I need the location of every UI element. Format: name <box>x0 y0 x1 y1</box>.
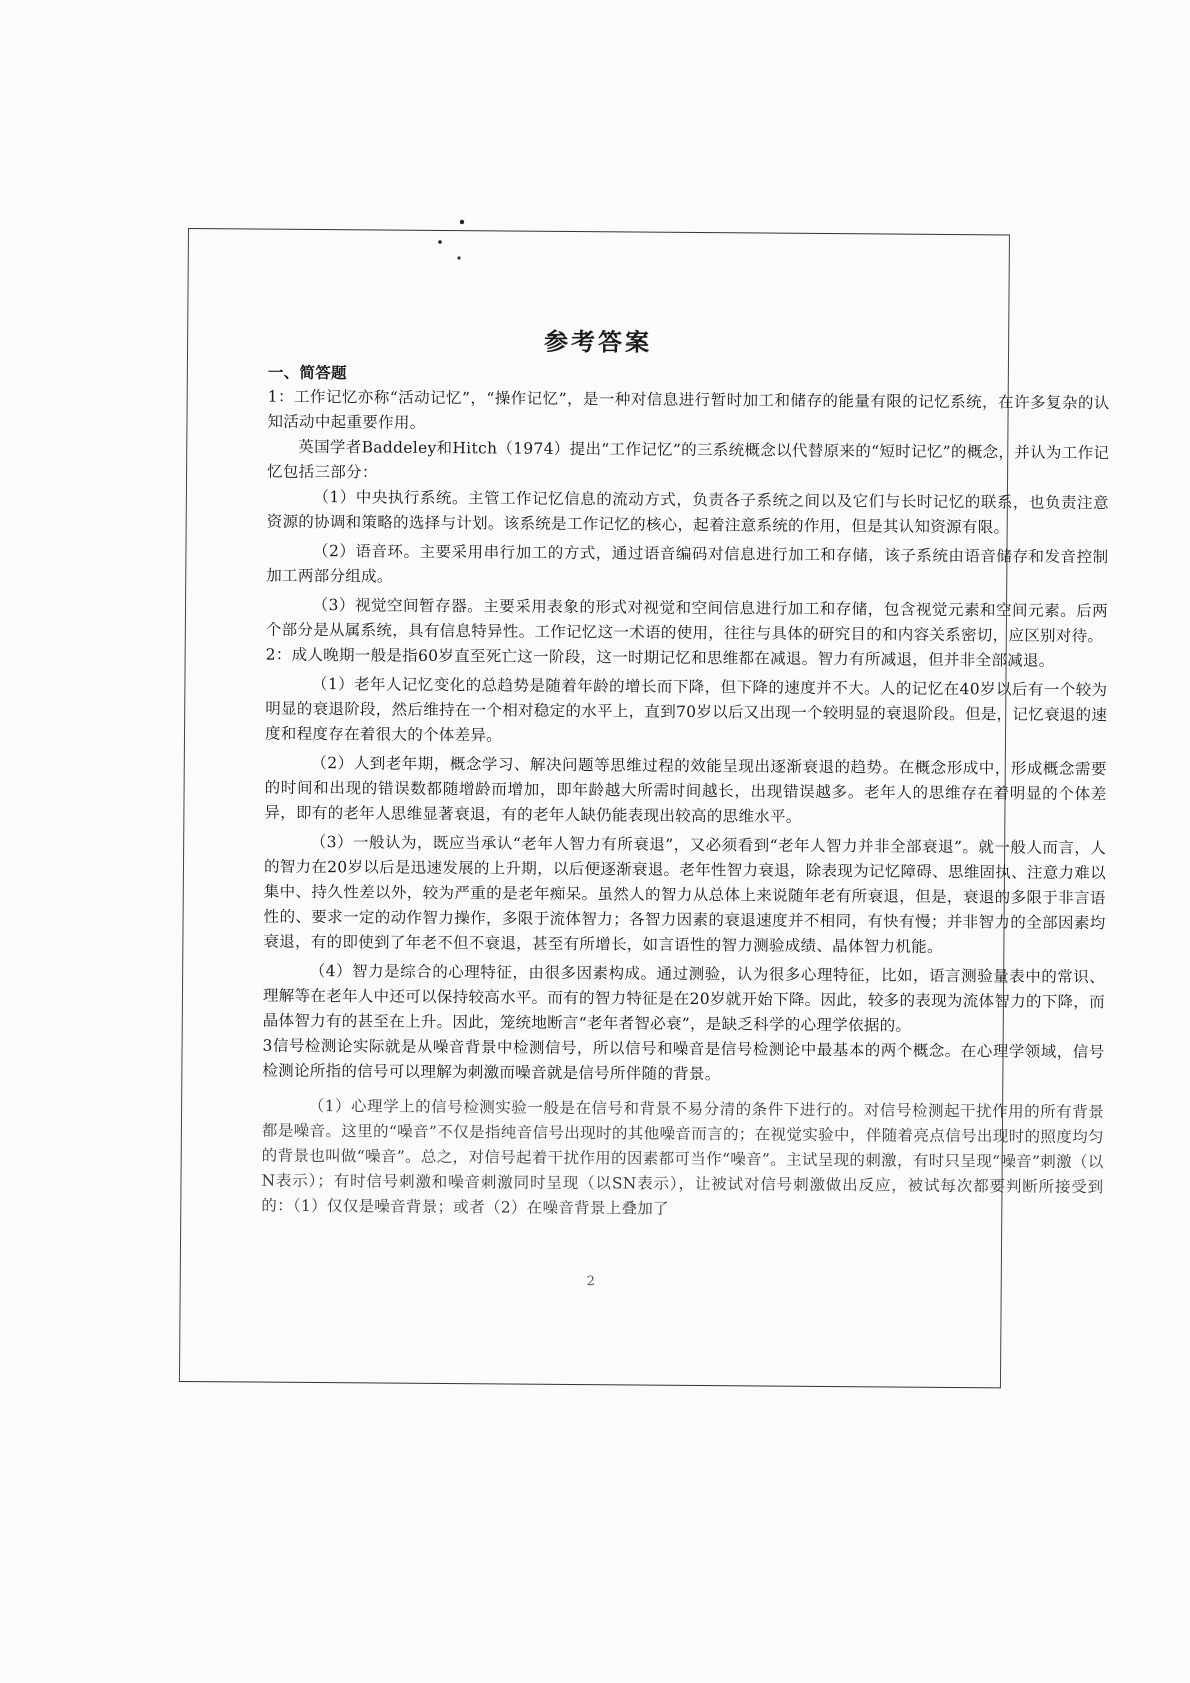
answer-3-point-1: （1）心理学上的信号检测实验一般是在信号和背景不易分清的条件下进行的。对信号检测起干扰作用的所有背景都是噪音。这里的“噪音”不仅是指纯音信号出现时的其他噪音而言的；在视觉实验中，伴随着亮点信号出现时的照度均匀的背景也叫做“噪音”。总之，对信号起着干扰作用的因素都可当作“噪音”。主试呈现的刺激，有时只呈现“噪音”刺激（以N表示）；有时信号刺激和噪音刺激同时呈现（以SN表示），让被试对信号刺激做出反应，被试每次都要判断所接受到的：（1）仅仅是噪音背景；或者（2）在噪音背景上叠加了 <box>261 1096 1105 1218</box>
section-heading: 一、简答题 <box>267 362 347 383</box>
answer-2-point-3: （3）一般认为，既应当承认“老年人智力有所衰退”，又必须看到“老年人智力并非全部衰退”。就一般人而言，人的智力在20岁以后是迅速发展的上升期，以后便逐渐衰退。老年性智力衰退，除表现为记忆障碍、思维固执、注意力难以集中、持久性差以外，较为严重的是老年痴呆。虽然人的智力从总体上来说随年老有所衰退，但是，衰退的多限于非言语性的、要求一定的动作智力操作，多限于流体智力；各智力因素的衰退速度并不相同，有快有慢；并非智力的全部因素均衰退，有的即使到了年老不但不衰退，甚至有所增长，如言语性的智力测验成绩、晶体智力机能。 <box>263 832 1107 956</box>
answer-body <box>261 318 1110 1226</box>
answer-1-intro: 1：工作记忆亦称“活动记忆”，“操作记忆”，是一种对信息进行暂时加工和储存的能量有限的记忆系统，在许多复杂的认知活动中起重要作用。 <box>267 387 1110 432</box>
answer-sheet <box>179 228 1110 1388</box>
answer-1-model: 英国学者Baddeley和Hitch（1974）提出“工作记忆”的三系统概念以代替原来的“短时记忆”的概念，并认为工作记忆包括三部分： <box>267 437 1110 482</box>
page-number: 2 <box>586 1274 595 1290</box>
answer-3-intro: 3信号检测论实际就是从噪音背景中检测信号，所以信号和噪音是信号检测论中最基本的两个概念。在心理学领域，信号检测论所指的信号可以理解为刺激而噪音就是信号所伴随的背景。 <box>262 1036 1105 1084</box>
answer-1-point-3: （3）视觉空间暂存器。主要采用表象的形式对视觉和空间信息进行加工和存储，包含视觉元素和空间元素。后两个部分是从属系统，具有信息特异性。工作记忆这一术语的使用，往往与具体的研究目的和内容关系密切，应区别对待。 <box>265 595 1109 646</box>
answer-2-intro: 2：成人晚期一般是指60岁直至死亡这一阶段，这一时期记忆和思维都在减退。智力有所减退，但并非全部减退。 <box>265 645 1055 670</box>
answer-2-point-1: （1）老年人记忆变化的总趋势是随着年龄的增长而下降，但下降的速度并不大。人的记忆在40岁以后有一个较为明显的衰退阶段，然后维持在一个相对稳定的水平上，直到70岁以后又出现一个较明显的衰退阶段。但是，记忆衰退的速度和程度存在着很大的个体差异。 <box>264 674 1108 745</box>
answer-2-point-4: （4）智力是综合的心理特征，由很多因素构成。通过测验，认为很多心理特征，比如，语言测验量表中的常识、理解等在老年人中还可以保持较高水平。而有的智力特征是在20岁就开始下降。因此，较多的表现为流体智力的下降，而晶体智力有的甚至在上升。因此，笼统地断言“老年者智必衰”，是缺乏科学的心理学依据的。 <box>262 961 1106 1035</box>
answer-1-point-1: （1）中央执行系统。主管工作记忆信息的流动方式，负责各子系统之间以及它们与长时记忆的联系，也负责注意资源的协调和策略的选择与计划。该系统是工作记忆的核心，起着注意系统的作用，但是其认知资源有限。 <box>266 487 1109 537</box>
answer-1-point-2: （2）语音环。主要采用串行加工的方式，通过语音编码对信息进行加工和存储，该子系统由语音储存和发音控制加工两部分组成。 <box>266 541 1109 586</box>
answer-2-point-2: （2）人到老年期，概念学习、解决问题等思维过程的效能呈现出逐渐衰退的趋势。在概念形成中，形成概念需要的时间和出现的错误数都随增龄而增加，即年龄越大所需时间越长，出现错误越多。老年人的思维存在着明显的个体差异，即有的老年人思维显著衰退，有的老年人缺仍能表现出较高的思维水平。 <box>264 753 1107 826</box>
page-title: 参考答案 <box>544 327 653 357</box>
